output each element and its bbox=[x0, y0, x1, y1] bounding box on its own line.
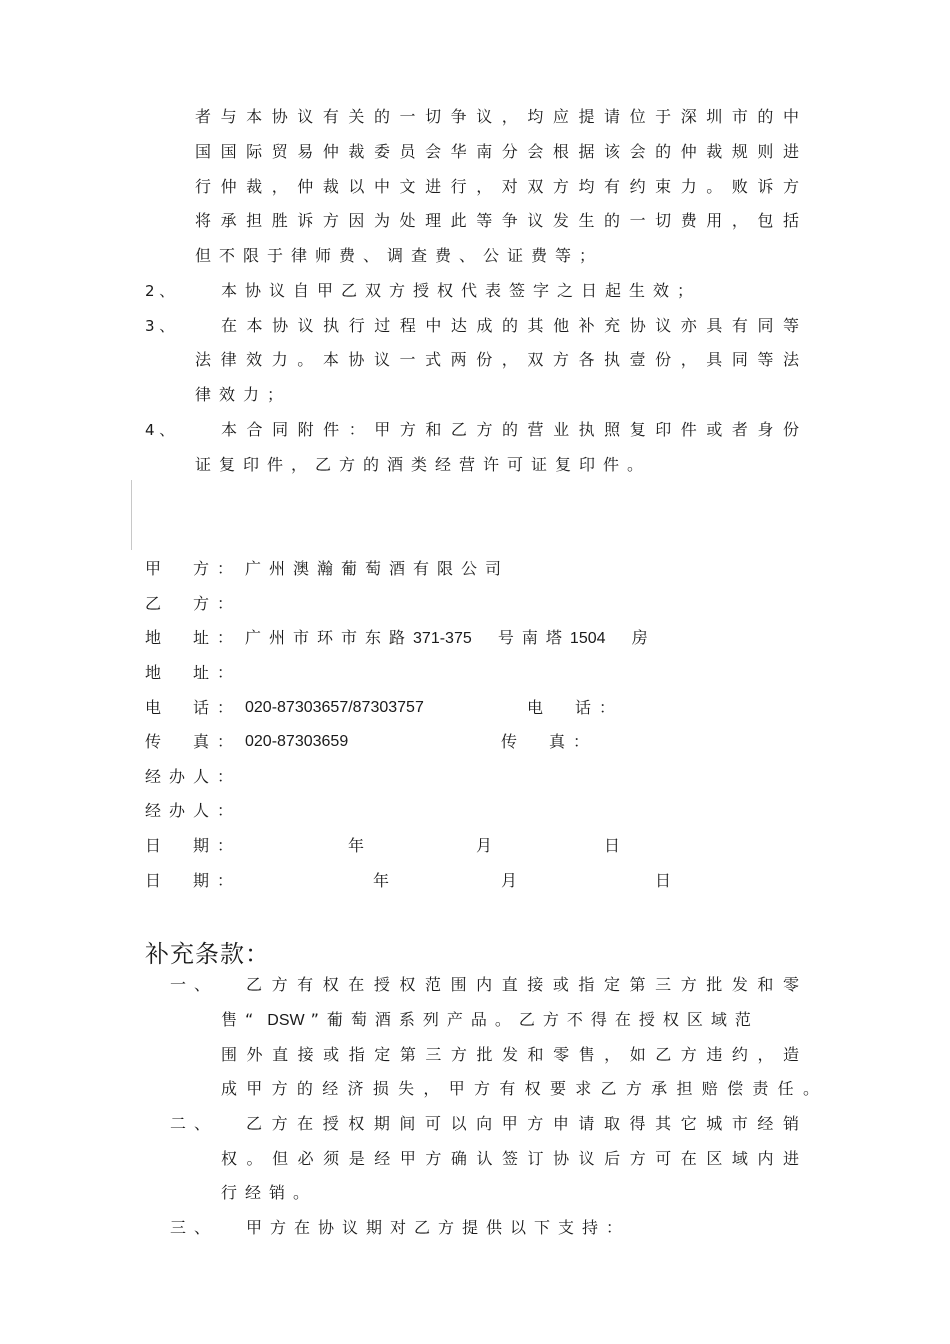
clause1-line-3: 行仲裁，仲裁以中文进行，对双方均有约束力。败诉方 bbox=[195, 177, 799, 196]
party-a-value: 广州澳瀚葡萄酒有限公司 bbox=[245, 559, 510, 578]
supplement-item1-line-1: 乙方有权在授权范围内直接或指定第三方批发和零 bbox=[246, 975, 799, 994]
clause2-number: 2 、 bbox=[145, 282, 175, 300]
clause1-line-4: 将承担胜诉方因为处理此等争议发生的一切费用，包括 bbox=[195, 211, 799, 230]
clause2-line-1: 本协议自甲乙双方授权代表签字之日起生效； bbox=[221, 281, 702, 300]
party-b-label: 乙 方： bbox=[145, 594, 242, 613]
supplement-item3-number: 三、 bbox=[170, 1218, 219, 1237]
clause4-number: 4 、 bbox=[145, 421, 175, 439]
margin-marker bbox=[131, 480, 132, 550]
clause1-line-2: 国国际贸易仲裁委员会华南分会根据该会的仲裁规则进 bbox=[195, 142, 799, 161]
address-part-3: 房 bbox=[631, 628, 656, 647]
phone-value: 020-87303657/87303757 bbox=[245, 699, 424, 716]
supplement-item1-number: 一、 bbox=[170, 975, 219, 994]
address-value bbox=[245, 628, 656, 649]
clause1-line-5: 但不限于律师费、调查费、公证费等； bbox=[195, 246, 604, 265]
date2-month: 月 bbox=[501, 871, 526, 890]
address-part-1: 广州市环市东路 bbox=[245, 628, 414, 647]
date1-month: 月 bbox=[476, 836, 501, 855]
supplement-title: 补充条款： bbox=[145, 940, 270, 968]
supplement-item1-line-4: 成甲方的经济损失，甲方有权要求乙方承担赔偿责任。 bbox=[221, 1079, 819, 1098]
date1-day: 日 bbox=[604, 836, 629, 855]
address-part-2: 号南塔 bbox=[497, 628, 570, 647]
clause4-line-1: 本合同附件：甲方和乙方的营业执照复印件或者身份 bbox=[221, 420, 799, 439]
agent2-label: 经办人： bbox=[145, 801, 242, 820]
address-label: 地 址： bbox=[145, 628, 242, 647]
supplement-item1-line-3: 围外直接或指定第三方批发和零售，如乙方违约，造 bbox=[221, 1045, 799, 1064]
date2-label: 日 期： bbox=[145, 871, 242, 890]
address-number: 371-375 bbox=[413, 630, 472, 647]
phone2-label: 电 话： bbox=[527, 698, 624, 717]
party-a-label: 甲 方： bbox=[145, 559, 242, 578]
address2-label: 地 址： bbox=[145, 663, 242, 682]
supplement-item1-line-2 bbox=[221, 1010, 801, 1031]
clause3-line-3: 律效力； bbox=[195, 385, 292, 404]
clause1-line-1: 者与本协议有关的一切争议，均应提请位于深圳市的中 bbox=[195, 107, 799, 126]
supplement-item3-line-1: 甲方在协议期对乙方提供以下支持： bbox=[246, 1218, 631, 1237]
clause4-line-2: 证复印件，乙方的酒类经营许可证复印件。 bbox=[195, 455, 652, 474]
fax-value: 020-87303659 bbox=[245, 733, 349, 750]
agent1-label: 经办人： bbox=[145, 767, 242, 786]
clause3-line-1: 在本协议执行过程中达成的其他补充协议亦具有同等 bbox=[221, 316, 799, 335]
brand-dsw: DSW bbox=[267, 1012, 305, 1029]
date2-year: 年 bbox=[373, 871, 398, 890]
address-room: 1504 bbox=[569, 630, 606, 647]
item1-line2-rest: ”葡萄酒系列产品。乙方不得在授权区域范 bbox=[310, 1010, 759, 1029]
fax-label: 传 真： bbox=[145, 732, 242, 751]
phone-label: 电 话： bbox=[145, 698, 242, 717]
quote-open: 售“ bbox=[221, 1010, 262, 1029]
clause3-number: 3 、 bbox=[145, 317, 175, 335]
date2-day: 日 bbox=[655, 871, 680, 890]
supplement-item2-number: 二、 bbox=[170, 1114, 219, 1133]
supplement-item2-line-1: 乙方在授权期间可以向甲方申请取得其它城市经销 bbox=[246, 1114, 799, 1133]
date1-label: 日 期： bbox=[145, 836, 242, 855]
supplement-item2-line-3: 行经销。 bbox=[221, 1183, 318, 1202]
fax2-label: 传 真： bbox=[501, 732, 598, 751]
date1-year: 年 bbox=[348, 836, 373, 855]
clause3-line-2: 法律效力。本协议一式两份，双方各执壹份，具同等法 bbox=[195, 350, 799, 369]
supplement-item2-line-2: 权。但必须是经甲方确认签订协议后方可在区域内进 bbox=[221, 1149, 799, 1168]
